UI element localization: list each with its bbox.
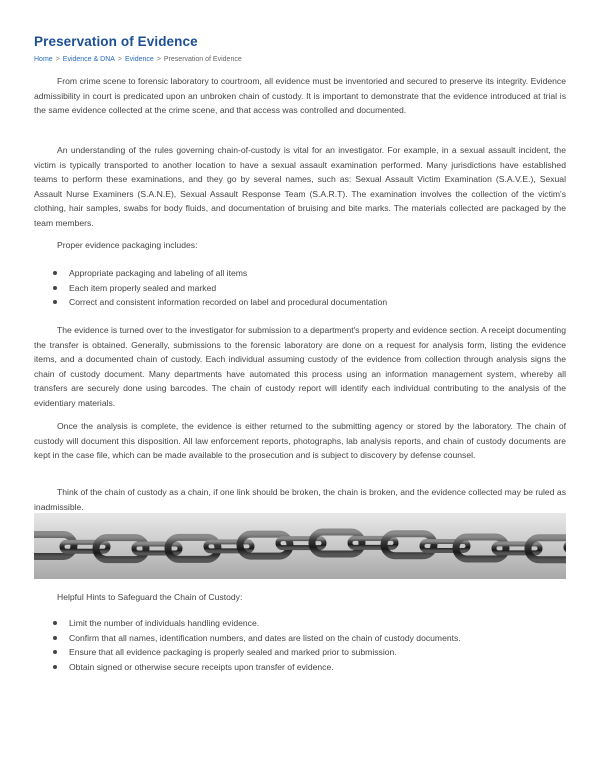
paragraph-submission: The evidence is turned over to the investigator for submission to a department's property and evidence section. A receipt documenting the transfer is obtained. Generally, submissions to the forensic laboratory are done on a request for analysis form, listing the evidence items, and a documented chain of custody. Each individual assuming custody of the evidence from collection through analysis signs the chain of custody document. Many departments have automated this process using an information management system, whereby all transfers are securely done using barcodes. The chain of custody report will identify each individual contributing to the analysis of the evidentiary materials. — [34, 325, 566, 408]
breadcrumb-separator: > — [156, 56, 161, 63]
breadcrumb-current: Preservation of Evidence — [163, 56, 242, 63]
hints-list — [34, 616, 566, 674]
page-title: Preservation of Evidence — [34, 34, 198, 49]
breadcrumb-home[interactable]: Home — [34, 56, 53, 63]
breadcrumb-evidence[interactable]: Evidence — [125, 56, 154, 63]
packaging-intro: Proper evidence packaging includes: — [57, 240, 198, 250]
paragraph-disposition: Once the analysis is complete, the evidence is either returned to the submitting agency or stored by the laboratory. The chain of custody will document this disposition. All law enforcement reports, photographs, lab analysis reports, and chain of custody documents are kept in the case file, which can be made available to the prosecution and is subject to discovery by defense counsel. — [34, 421, 566, 461]
list-item: Correct and consistent information recorded on label and procedural documentation — [34, 295, 566, 310]
packaging-list — [34, 266, 566, 310]
list-item: Confirm that all names, identification numbers, and dates are listed on the chain of custody documents. — [34, 631, 566, 646]
list-item: Appropriate packaging and labeling of all items — [34, 266, 566, 281]
list-item: Each item properly sealed and marked — [34, 281, 566, 296]
list-item: Ensure that all evidence packaging is properly sealed and marked prior to submission. — [34, 645, 566, 660]
hints-intro: Helpful Hints to Safeguard the Chain of Custody: — [57, 592, 243, 602]
breadcrumb — [34, 56, 242, 63]
paragraph-chain-analogy: Think of the chain of custody as a chain, if one link should be broken, the chain is broken, and the evidence collected may be ruled as inadmissible. — [34, 487, 566, 512]
breadcrumb-separator: > — [117, 56, 123, 63]
breadcrumb-evidence-dna[interactable]: Evidence & DNA — [62, 56, 115, 63]
chain-image — [34, 513, 566, 579]
breadcrumb-separator: > — [55, 56, 60, 63]
paragraph-chain-of-custody-rules: An understanding of the rules governing chain-of-custody is vital for an investigator. For example, in a sexual assault incident, the victim is typically transported to another location to have a sexual assault examination performed. Many jurisdictions have established teams to perform these examinations, and they go by several names, such as: Sexual Assault Victim Examination (S.A.V.E.), Sexual Assault Nurse Examiners (S.A.N.E), Sexual Assault Response Team (S.A.R.T). The examination involves the collection of the victim's clothing, hair samples, swabs for body fluids, and documentation of bruising and bite marks. The materials collected are packaged by the team members. — [34, 145, 566, 228]
paragraph-intro: From crime scene to forensic laboratory to courtroom, all evidence must be inventoried and secured to preserve its integrity. Evidence admissibility in court is predicated upon an unbroken chain of custody. It is important to demonstrate that the evidence introduced at trial is the same evidence collected at the crime scene, and that access was controlled and documented. — [34, 76, 566, 116]
list-item: Obtain signed or otherwise secure receipts upon transfer of evidence. — [34, 660, 566, 675]
list-item: Limit the number of individuals handling evidence. — [34, 616, 566, 631]
